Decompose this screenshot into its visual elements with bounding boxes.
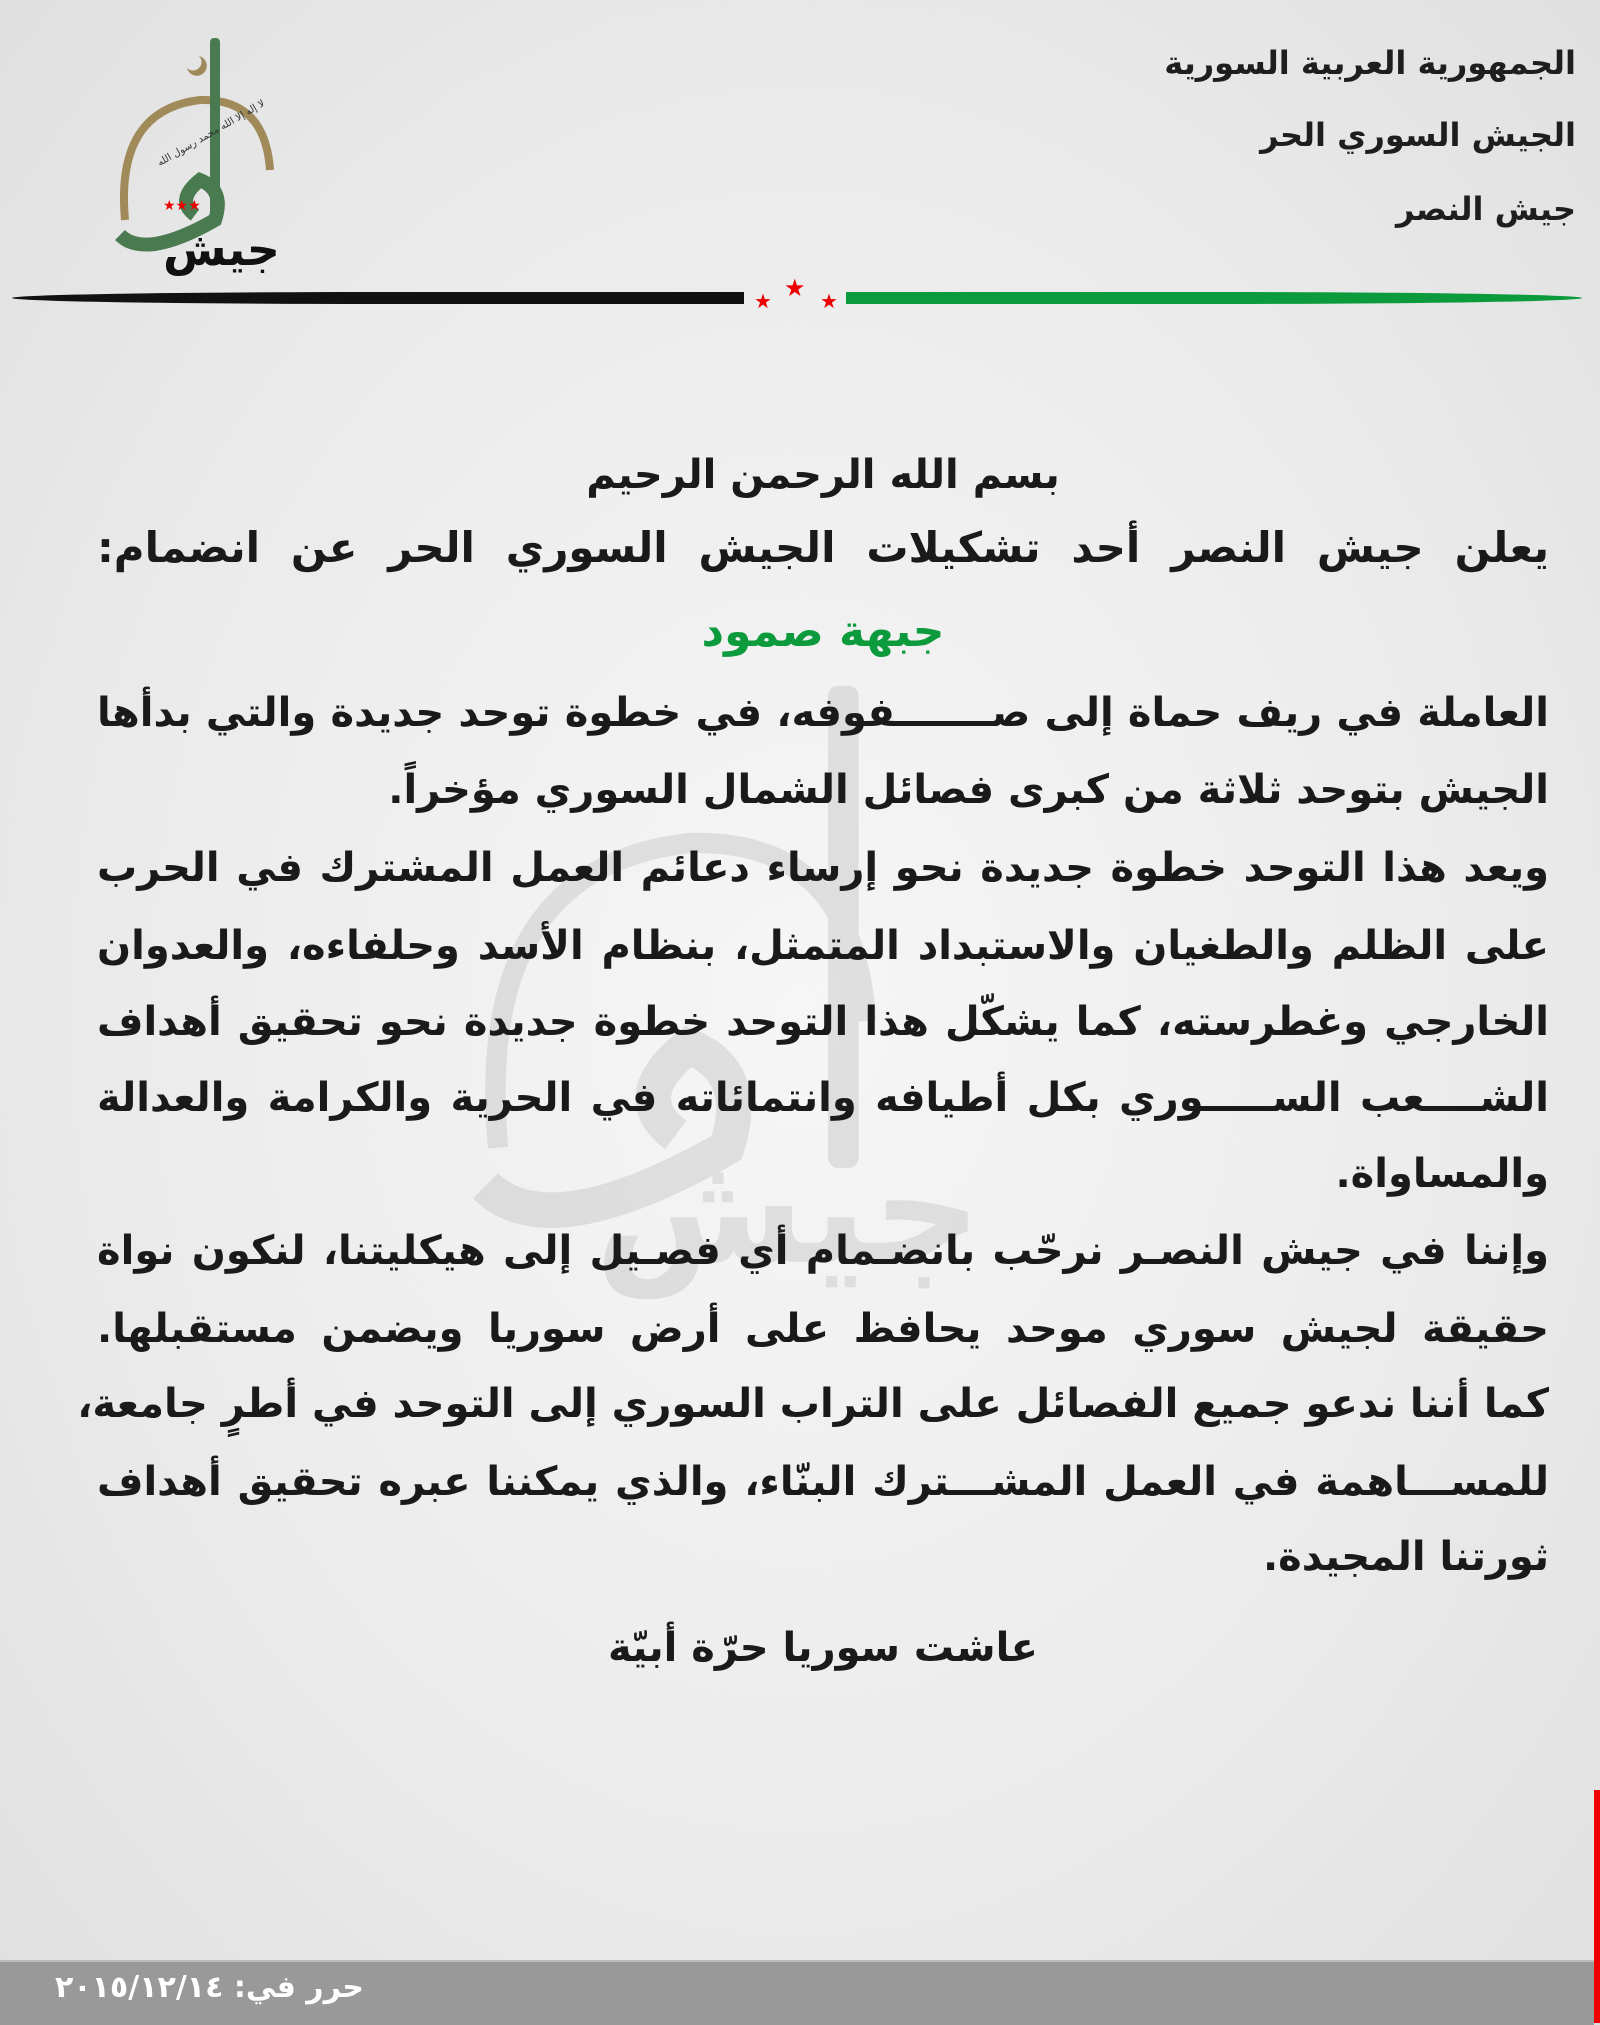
body-line: الشــــعب الســـــوري بكل أطيافه وانتمائاته في الحرية والكرامة والعدالة xyxy=(97,1075,1549,1121)
body-line: الخارجي وغطرسته، كما يشكّل هذا التوحد خطوة جديدة نحو تحقيق أهداف xyxy=(97,999,1549,1045)
svg-text:★: ★ xyxy=(754,289,772,313)
header-line-2: الجيش السوري الحر xyxy=(1260,116,1576,154)
logo-name: جيش xyxy=(163,222,280,276)
body-line: والمساواة. xyxy=(1335,1151,1549,1197)
faction-name: جبهة صمود xyxy=(701,606,945,657)
body-line: العاملة في ريف حماة إلى صـــــــفوفه، في خطوة توحد جديدة والتي بدأها xyxy=(97,690,1549,736)
divider-black xyxy=(12,292,744,304)
svg-text:★: ★ xyxy=(820,289,838,313)
body-line: ثورتنا المجيدة. xyxy=(1262,1534,1549,1580)
divider-green xyxy=(846,292,1582,304)
closing-slogan: عاشت سوريا حرّة أبيّة xyxy=(608,1625,1038,1671)
announcement: يعلن جيش النصر أحد تشكيلات الجيش السوري الحر عن انضمام: xyxy=(97,523,1549,572)
red-edge-bar xyxy=(1594,1790,1600,2023)
jaysh-al-nasr-logo xyxy=(105,20,375,280)
svg-text:★: ★ xyxy=(784,274,806,302)
logo-stars: ★★★ xyxy=(163,198,201,214)
header-line-1: الجمهورية العربية السورية xyxy=(1164,44,1576,82)
logo-crescent-icon xyxy=(187,56,207,76)
issued-date xyxy=(55,1970,364,2005)
svg-text:جيش: جيش xyxy=(594,1120,982,1298)
body-line: على الظلم والطغيان والاستبداد المتمثل، بنظام الأسد وحلفاءه، والعدوان xyxy=(97,923,1549,969)
body-line: وإننا في جيش النصـر نرحّب بانضـمام أي فصـيل إلى هيكليتنا، لنكون نواة xyxy=(97,1228,1549,1274)
footer-bar xyxy=(0,1960,1594,2025)
issued-date-value: ٢٠١٥/١٢/١٤ xyxy=(55,1970,224,2005)
body-line: ويعد هذا التوحد خطوة جديدة نحو إرساء دعائم العمل المشترك في الحرب xyxy=(97,845,1549,891)
body-line: للمســـاهمة في العمل المشـــترك البنّاء، والذي يمكننا عبره تحقيق أهداف xyxy=(97,1459,1549,1505)
body-line: الجيش بتوحد ثلاثة من كبرى فصائل الشمال السوري مؤخراً. xyxy=(388,767,1549,813)
body-line: حقيقة لجيش سوري موحد يحافظ على أرض سوريا ويضمن مستقبلها. xyxy=(97,1306,1549,1352)
flag-stars-icon xyxy=(752,274,842,314)
body-line: كما أننا ندعو جميع الفصائل على التراب السوري إلى التوحد في أطرٍ جامعة، xyxy=(77,1381,1549,1427)
basmala: بسم الله الرحمن الرحيم xyxy=(586,452,1060,498)
header-line-3: جيش النصر xyxy=(1396,190,1576,228)
logo-motto: لا إله إلا الله محمد رسول الله xyxy=(155,98,267,169)
issued-label: حرر في: xyxy=(233,1970,364,2005)
